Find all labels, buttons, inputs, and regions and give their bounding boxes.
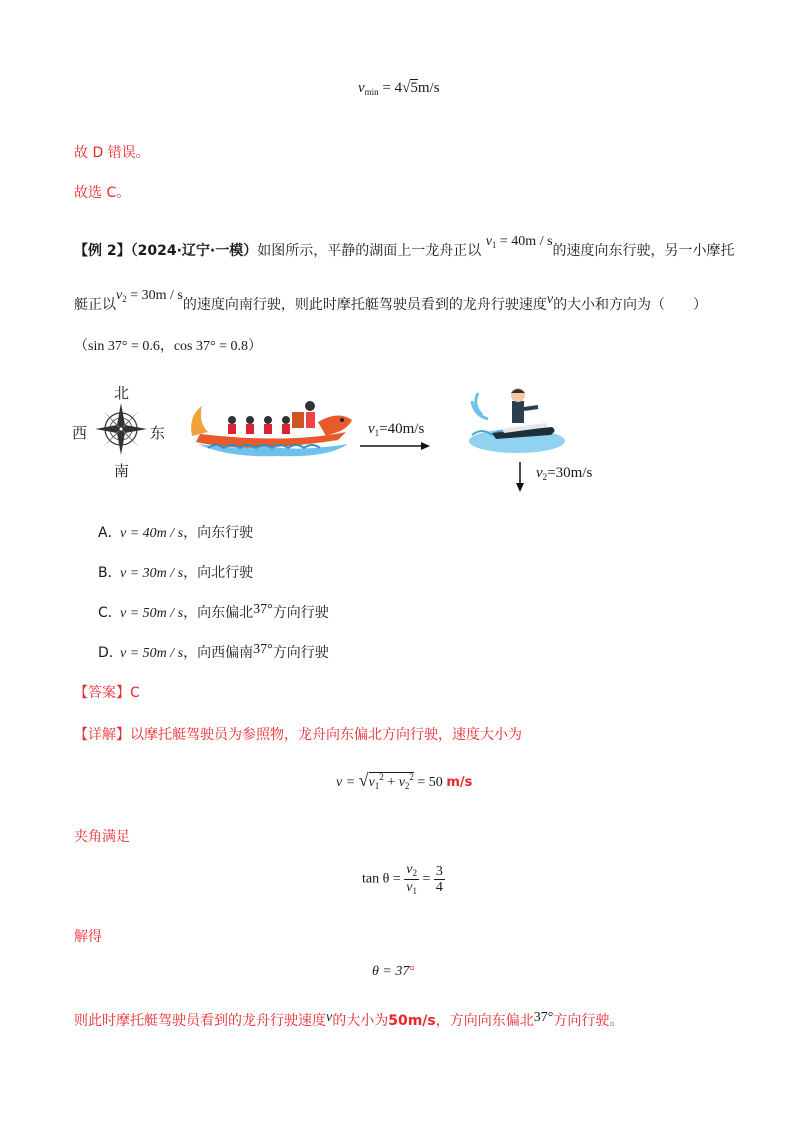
explanation-line: 【详解】以摩托艇驾驶员为参照物，龙舟向东偏北方向行驶，速度大小为 xyxy=(74,727,522,743)
compass-north-label: 北 xyxy=(114,386,130,402)
dragon-boat-illustration xyxy=(188,392,358,462)
option-a[interactable]: A．v = 40m / s，向东行驶 xyxy=(98,525,254,541)
tan-formula: tan θ = $\frac{v_2}{v_1}$ = $\frac{3}{4}$ xyxy=(362,862,443,896)
option-c[interactable]: C．v = 50m / s，向东偏北37°方向行驶 xyxy=(98,602,329,621)
compass-figure xyxy=(70,380,180,480)
v2-expression: $v_2 = 30m / s$ xyxy=(116,288,183,304)
sqrt-sign: √ xyxy=(402,80,411,96)
solve-text: 解得 xyxy=(74,929,102,945)
angle-condition-text: 夹角满足 xyxy=(74,829,130,845)
option-b[interactable]: B．v = 30m / s，向北行驶 xyxy=(98,565,254,581)
answer-line: 【答案】C xyxy=(74,685,140,701)
example-line-1: 【例 2】（2024·辽宁·一模）如图所示，平静的湖面上一龙舟正以 $v_1 = 40m / s$的速度向东行驶，另一小摩托 xyxy=(74,234,735,259)
example-tag: 【例 2】 xyxy=(74,243,131,259)
speed-formula: $v = √v_1^2 + v_2^2 = 50$ m/s xyxy=(336,770,473,791)
line-choose-c: 故选 C。 xyxy=(74,185,131,201)
v1-expression: $v_1 = 40m / s$ xyxy=(485,234,553,250)
theta-formula: θ = 37° xyxy=(372,964,415,979)
top-formula: $v_{min} = 4√5m/s$ xyxy=(358,80,440,97)
example-source: （2024·辽宁·一模） xyxy=(130,243,258,259)
compass-east-label: 东 xyxy=(150,426,166,442)
conclusion-line: 则此时摩托艇驾驶员看到的龙舟行驶速度v的大小为50m/s，方向向东偏北37°方向行驶。 xyxy=(74,1010,624,1029)
v2-figure-label: $v_2=30m/s$ xyxy=(536,465,593,482)
compass-south-label: 南 xyxy=(114,464,130,480)
compass-rose-icon xyxy=(94,402,148,456)
line-d-wrong: 故 D 错误。 xyxy=(74,145,150,161)
compass-west-label: 西 xyxy=(72,426,88,442)
jet-ski-illustration xyxy=(462,385,567,455)
example-line-2: 艇正以$v_2 = 30m / s$的速度向南行驶，则此时摩托艇驾驶员看到的龙舟行驶速度v的大小和方向为（ ） xyxy=(74,288,708,313)
given-values: （sin 37° = 0.6，cos 37° = 0.8） xyxy=(74,338,262,354)
east-arrow-icon xyxy=(358,440,432,452)
sqrt-sign: √ xyxy=(358,770,369,790)
south-arrow-icon xyxy=(514,460,526,494)
v1-figure-label: $v_1=40m/s$ xyxy=(368,421,425,438)
option-d[interactable]: D．v = 50m / s，向西偏南37°方向行驶 xyxy=(98,642,329,661)
